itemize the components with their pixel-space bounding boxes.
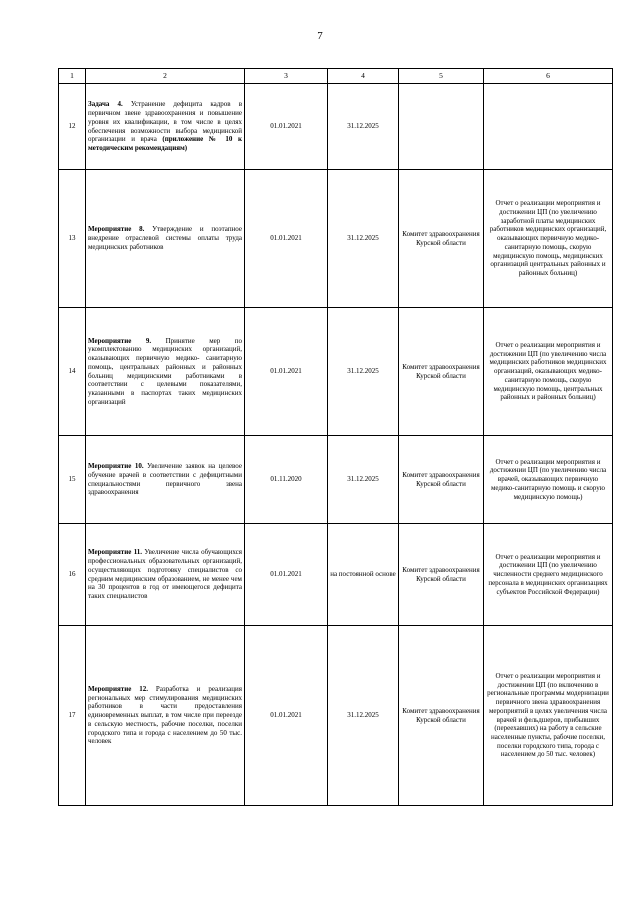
row-result <box>484 84 613 170</box>
row-number: 15 <box>59 436 86 524</box>
row-description <box>86 626 245 806</box>
header-col-2: 2 <box>86 69 245 84</box>
row-end-date: 31.12.2025 <box>328 84 399 170</box>
row-end-date: 31.12.2025 <box>328 626 399 806</box>
row-text: Разработка и реализация региональных мер стимулирования медицинских работников в части предоставления единовременных выплат, в том числе при переезде в сельскую местность, рабочие поселки, поселки городского типа и города с населением до 50 тыс. человек <box>88 685 243 746</box>
row-start-date: 01.11.2020 <box>245 436 328 524</box>
row-text: Принятие мер по укомплектованию медицинских организаций, оказывающих первичную медико- санитарную помощь, центральных районных и районных больниц медицинскими работниками в соответствии с целевыми показателями, указанными в паспортах таких медицинских организаций <box>88 336 242 406</box>
row-start-date: 01.01.2021 <box>245 308 328 436</box>
row-title: Мероприятие 11. <box>88 548 143 557</box>
row-end-date: на постоянной основе <box>328 524 399 626</box>
row-number: 16 <box>59 524 86 626</box>
header-col-5: 5 <box>399 69 484 84</box>
table-row <box>59 626 613 806</box>
row-number: 13 <box>59 170 86 308</box>
row-text: Увеличение числа обучающихся профессиональных образовательных организаций, осуществляющих подготовку специалистов со средним медицинским образованием, не менее чем на 30 процентов в год от имеющегося дефицита таких специалистов <box>88 548 242 600</box>
row-description <box>86 308 245 436</box>
row-description <box>86 436 245 524</box>
plan-table <box>58 68 613 806</box>
row-description <box>86 170 245 308</box>
row-title: Мероприятие 8. <box>88 225 145 234</box>
row-number: 17 <box>59 626 86 806</box>
row-start-date: 01.01.2021 <box>245 84 328 170</box>
row-description <box>86 84 245 170</box>
row-end-date: 31.12.2025 <box>328 436 399 524</box>
row-result: Отчет о реализации мероприятия и достижении ЦП (по увеличению заработной платы медицинских работников медицинских организаций, оказывающих первичную медико- санитарную помощь, скорую медицинскую помощь, медицинских организаций центральных районных и районных больниц) <box>484 170 613 308</box>
row-start-date: 01.01.2021 <box>245 524 328 626</box>
row-end-date: 31.12.2025 <box>328 308 399 436</box>
row-executor: Комитет здравоохранения Курской области <box>399 524 484 626</box>
row-title: Мероприятие 9. <box>88 336 152 345</box>
row-title: Мероприятие 10. <box>88 462 144 471</box>
row-result: Отчет о реализации мероприятия и достижении ЦП (по увеличению численности среднего медицинского персонала в медицинских организациях субъектов Российской Федерации) <box>484 524 613 626</box>
table-row <box>59 524 613 626</box>
page-number: 7 <box>317 30 323 42</box>
table-header-row <box>59 69 613 84</box>
row-result: Отчет о реализации мероприятия и достижении ЦП (по увеличению числа врачей, оказывающих первичную медико-санитарную помощь и скорую медицинскую помощь) <box>484 436 613 524</box>
row-executor: Комитет здравоохранения Курской области <box>399 170 484 308</box>
table-row <box>59 84 613 170</box>
row-text-bold: (приложение № 10 к методическим рекомендациям) <box>88 135 242 152</box>
row-executor <box>399 84 484 170</box>
header-col-6: 6 <box>484 69 613 84</box>
row-text: Увеличение заявок на целевое обучение врачей в соответствии с дефицитными специальностями первичного звена здравоохранения <box>88 462 242 497</box>
row-executor: Комитет здравоохранения Курской области <box>399 436 484 524</box>
row-end-date: 31.12.2025 <box>328 170 399 308</box>
row-text: Утверждение и поэтапное внедрение отраслевой системы оплаты труда медицинских работников <box>88 225 242 251</box>
row-executor: Комитет здравоохранения Курской области <box>399 308 484 436</box>
row-number: 12 <box>59 84 86 170</box>
table-row <box>59 308 613 436</box>
row-description <box>86 524 245 626</box>
row-text: Устранение дефицита кадров в первичном звене здравоохранения и повышение уровня их квалификации, в том числе в целях обеспечения возможности выбора медицинской организации и врача <box>88 100 243 144</box>
row-start-date: 01.01.2021 <box>245 626 328 806</box>
row-number: 14 <box>59 308 86 436</box>
row-result: Отчет о реализации мероприятия и достижении ЦП (по увеличению числа медицинских работников медицинских организаций, оказывающих медико-санитарную помощь, скорую медицинскую помощь, центральных районных и районных больниц) <box>484 308 613 436</box>
row-title: Задача 4. <box>88 100 123 109</box>
table-row <box>59 436 613 524</box>
row-start-date: 01.01.2021 <box>245 170 328 308</box>
row-result: Отчет о реализации мероприятия и достижении ЦП (по включению в региональные программы модернизации первичного звена здравоохранения мероприятий в целях увеличения числа врачей и фельдшеров, прибывших (переехавших) на работу в сельские населенные пункты, рабочие поселки, поселки городского типа, города с населением до 50 тыс. человек) <box>484 626 613 806</box>
row-title: Мероприятие 12. <box>88 685 149 694</box>
header-col-4: 4 <box>328 69 399 84</box>
row-executor: Комитет здравоохранения Курской области <box>399 626 484 806</box>
table-row <box>59 170 613 308</box>
header-col-3: 3 <box>245 69 328 84</box>
header-col-1: 1 <box>59 69 86 84</box>
